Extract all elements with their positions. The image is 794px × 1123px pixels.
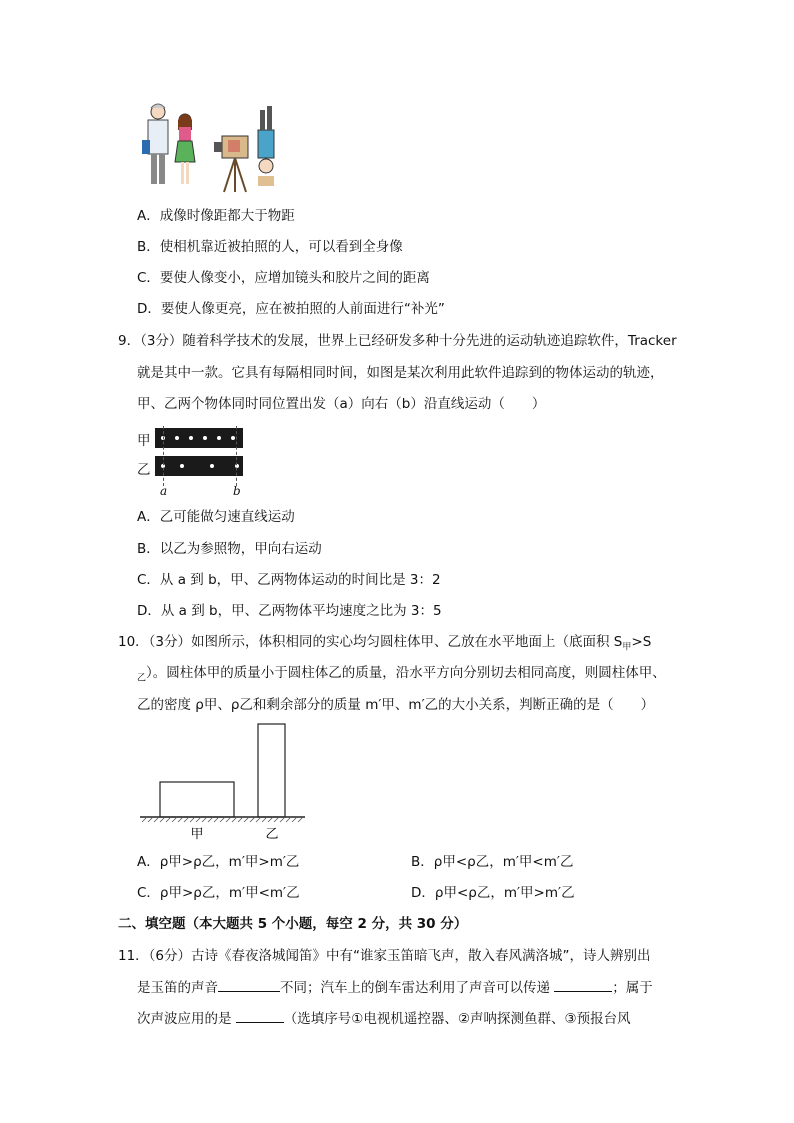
q11-line2-part1: 是玉笛的声音 — [137, 980, 218, 996]
q9-stem-line2: 就是其中一款。它具有每隔相同时间，如图是某次利用此软件追踪到的物体运动的轨迹， — [137, 365, 664, 381]
q11-line3-part1: 次声波应用的是 — [137, 1011, 232, 1027]
q11-line3-part2: （选填序号①电视机遥控器、②声呐探测鱼群、③预报台风 — [283, 1011, 631, 1027]
q10-label-yi: 乙 — [265, 827, 279, 842]
q10-stem-line2 — [137, 663, 666, 689]
inverted-image-figure — [258, 106, 274, 186]
q9-dot-jia-6 — [231, 436, 235, 440]
q9-option-b: B．以乙为参照物，甲向右运动 — [137, 541, 322, 557]
q11-stem-line3 — [137, 1008, 631, 1029]
q9-dot-yi-3 — [210, 464, 214, 468]
q9-label-yi: 乙 — [137, 462, 151, 478]
q11-stem-line2 — [137, 977, 653, 998]
q8-option-b: B．使相机靠近被拍照的人，可以看到全身像 — [137, 239, 403, 255]
q10-stem-line2-text: ）。圆柱体甲的质量小于圆柱体乙的质量，沿水平方向分别切去相同高度，则圆柱体甲、 — [146, 665, 666, 681]
q10-option-b: B．ρ甲<ρ乙，m′甲<m′乙 — [411, 854, 574, 870]
camera-figure — [214, 136, 248, 192]
q9-label-jia: 甲 — [137, 433, 151, 449]
camera-people-illustration — [140, 100, 290, 195]
q11-line2-part2: 不同；汽车上的倒车雷达利用了声音可以传递 — [280, 980, 550, 996]
girl-figure — [175, 114, 195, 184]
q11-stem-line1: 11．（6分）古诗《春夜洛城闻笛》中有“谁家玉笛暗飞声，散入春风满洛城”，诗人辨别出 — [118, 948, 651, 964]
q9-label-b: b — [233, 484, 241, 498]
old-man-figure — [142, 104, 168, 184]
q9-option-d: D．从 a 到 b，甲、乙两物体平均速度之比为 3：5 — [137, 603, 442, 619]
q9-label-a: a — [160, 484, 168, 498]
q9-stem-line1: 9．（3分）随着科学技术的发展，世界上已经研发多种十分先进的运动轨迹追踪软件，Tracker — [118, 333, 677, 349]
q9-track-jia — [155, 428, 243, 448]
q9-dot-jia-3 — [189, 436, 193, 440]
q8-option-c: C．要使人像变小，应增加镜头和胶片之间的距离 — [137, 270, 430, 286]
q8-option-a: A．成像时像距都大于物距 — [137, 208, 295, 224]
q9-option-a: A．乙可能做匀速直线运动 — [137, 509, 295, 525]
q9-marker-a-line — [163, 426, 164, 486]
q9-stem-line3: 甲、乙两个物体同时同位置出发（a）向右（b）沿直线运动（ ） — [137, 396, 546, 412]
section-heading-fill-in: 二、填空题（本大题共 5 个小题，每空 2 分，共 30 分） — [118, 916, 468, 932]
cylinder-jia — [160, 782, 234, 817]
q10-sub-jia: 甲 — [622, 642, 632, 653]
q10-label-jia: 甲 — [190, 827, 204, 842]
q10-option-c: C．ρ甲>ρ乙，m′甲<m′乙 — [137, 885, 300, 901]
q11-blank-3[interactable] — [236, 1008, 284, 1023]
q8-option-d: D．要使人像更亮，应在被拍照的人前面进行“补光” — [137, 301, 445, 317]
q10-stem-line1-gt: >S — [631, 634, 652, 650]
q10-stem-line1 — [118, 632, 651, 658]
q11-blank-1[interactable] — [218, 977, 280, 992]
q10-option-a: A．ρ甲>ρ乙，m′甲>m′乙 — [137, 854, 300, 870]
q10-cylinders-figure — [140, 722, 310, 847]
q9-option-c: C．从 a 到 b，甲、乙两物体运动的时间比是 3：2 — [137, 572, 441, 588]
q9-dot-jia-4 — [203, 436, 207, 440]
q9-dot-yi-2 — [180, 464, 184, 468]
q10-stem-line3: 乙的密度 ρ甲、ρ乙和剩余部分的质量 m′甲、m′乙的大小关系，判断正确的是（ ） — [137, 697, 655, 713]
q10-sub-yi: 乙 — [137, 673, 147, 684]
q9-track-figure — [137, 428, 247, 500]
q10-stem-line1-text: 10．（3分）如图所示，体积相同的实心均匀圆柱体甲、乙放在水平地面上（底面积 S — [118, 634, 623, 650]
q9-marker-b-line — [236, 426, 237, 486]
q9-dot-jia-5 — [217, 436, 221, 440]
cylinder-yi — [258, 724, 285, 817]
q11-line2-part3: ；属于 — [612, 980, 653, 996]
q9-dot-jia-2 — [175, 436, 179, 440]
q11-blank-2[interactable] — [554, 977, 612, 992]
q9-track-yi — [155, 456, 243, 476]
q10-option-d: D．ρ甲<ρ乙，m′甲>m′乙 — [411, 885, 575, 901]
